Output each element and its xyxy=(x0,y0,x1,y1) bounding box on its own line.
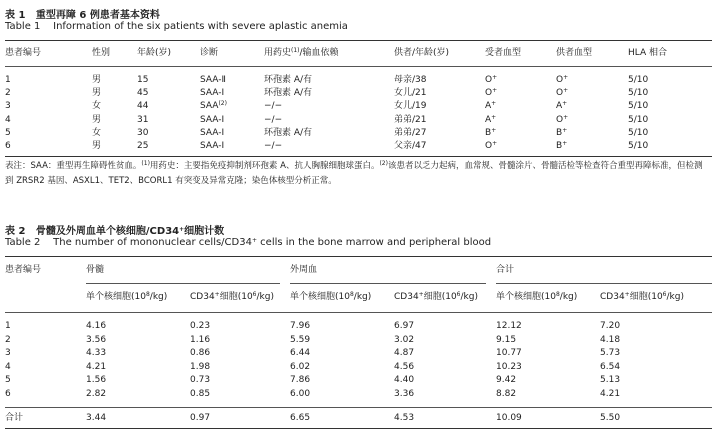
t2-header-peripheral: 外周血 xyxy=(290,265,318,275)
t1-cell-donor: 弟弟/21 xyxy=(394,114,427,125)
t1-cell-hla: 5/10 xyxy=(628,75,649,85)
t2-cell-t-mnc: 9.15 xyxy=(496,334,517,345)
table1-caption-cn-label: 表 1 xyxy=(5,10,26,21)
t2-total-pb-mnc: 6.65 xyxy=(290,413,311,423)
table2-caption-cn-pre: 骨髓及外周血单个核细胞/CD34 xyxy=(35,226,180,237)
t1-note-sup2: (2) xyxy=(379,160,388,167)
t2-cell-bm-mnc: 4.16 xyxy=(86,321,107,331)
t2-subheader-bm-mnc-post: /kg) xyxy=(149,292,168,302)
t1-cell-donor-blood-type: B xyxy=(556,141,563,151)
t1-header-recipient-blood: 受者血型 xyxy=(485,48,522,58)
t2-subheader-pb-cd34-mid: 细胞(10 xyxy=(423,292,457,302)
t2-subheader-bm-cd34-sup2: 6 xyxy=(252,291,257,298)
t2-cell-t-mnc: 9.42 xyxy=(496,375,517,386)
t1-cell-donor: 母亲/38 xyxy=(394,75,427,85)
t1-cell-recipient-blood-type: O xyxy=(485,88,493,99)
t2-cell-pb-cd34: 4.40 xyxy=(394,375,415,386)
t1-cell-diagnosis-text: SAA-Ⅰ xyxy=(200,88,225,99)
table2-caption-en-label: Table 2 xyxy=(5,237,41,248)
t1-cell-sex: 男 xyxy=(92,75,102,85)
t2-cell-pb-cd34: 3.02 xyxy=(394,334,415,345)
t1-cell-drug: 环孢素 A/有 xyxy=(264,75,313,85)
t2-cell-bm-cd34: 0.85 xyxy=(190,389,211,399)
t2-cell-bm-cd34: 1.98 xyxy=(190,361,211,372)
t1-cell-recipient-blood xyxy=(485,128,496,139)
t1-cell-diagnosis-text: SAA-Ⅰ xyxy=(200,141,225,151)
t1-cell-hla: 5/10 xyxy=(628,101,649,112)
t1-cell-donor-blood xyxy=(556,101,567,112)
t2-cell-t-cd34: 4.21 xyxy=(600,389,621,399)
t1-cell-age: 25 xyxy=(137,141,149,151)
t1-cell-donor-blood-type: O xyxy=(556,114,564,125)
t2-header-bone-marrow: 骨髓 xyxy=(86,265,105,275)
t1-header-drug-history xyxy=(264,48,339,59)
t2-subheader-total-cd34-mid: 细胞(10 xyxy=(629,292,663,302)
t1-cell-diagnosis-text: SAA-Ⅱ xyxy=(200,75,226,85)
t2-cell-bm-mnc: 3.56 xyxy=(86,334,107,345)
t1-note-part3: 该患者以乏力起病，血常规、骨髓涂片、骨髓活检等检查符合重型再障标准，但检测到 ZRSR2 基因、ASXL1、TET2、BCORL1 有突变及异常克隆；染色体核型分析正常。 xyxy=(5,161,703,186)
t1-cell-drug: 环孢素 A/有 xyxy=(264,88,313,99)
t2-subheader-bm-cd34-mid: 细胞(10 xyxy=(219,292,253,302)
t1-cell-drug: −/− xyxy=(264,101,283,112)
t2-subheader-pb-mnc-post: /kg) xyxy=(353,292,372,302)
t1-header-diagnosis: 诊断 xyxy=(200,48,219,58)
t1-cell-age: 44 xyxy=(137,101,149,112)
t2-cell-pb-mnc: 6.44 xyxy=(290,348,311,359)
t1-cell-donor-blood-rh: + xyxy=(563,87,569,95)
t2-cell-bm-cd34: 0.73 xyxy=(190,375,211,386)
t1-cell-hla: 5/10 xyxy=(628,88,649,99)
table1-caption-cn-title: 重型再障 6 例患者基本资料 xyxy=(35,10,160,21)
t2-total-t-cd34: 5.50 xyxy=(600,413,621,423)
table2-caption-cn-sup: + xyxy=(179,226,185,233)
t2-subheader-total-cd34-pre: CD34 xyxy=(600,292,625,302)
t1-cell-diagnosis xyxy=(200,128,224,139)
t2-cell-pb-mnc: 7.96 xyxy=(290,321,311,331)
t1-cell-recipient-blood xyxy=(485,75,497,86)
t1-header-sex: 性别 xyxy=(92,48,111,58)
t1-cell-sex: 男 xyxy=(92,141,102,151)
table2-caption-cn-label: 表 2 xyxy=(5,226,26,237)
t1-cell-age: 45 xyxy=(137,88,149,99)
t2-cell-no: 2 xyxy=(5,334,11,345)
t1-header-patient-no: 患者编号 xyxy=(5,48,42,58)
t2-cell-bm-cd34: 0.23 xyxy=(190,321,211,331)
table1-caption-en xyxy=(5,21,348,32)
t2-cell-t-mnc: 10.23 xyxy=(496,361,522,372)
t2-subheader-total-mnc-post: /kg) xyxy=(559,292,578,302)
t2-subheader-total-mnc-pre: 单个核细胞(10 xyxy=(496,292,556,302)
t2-cell-t-cd34: 6.54 xyxy=(600,361,621,372)
t1-cell-recipient-blood-rh: + xyxy=(491,113,497,121)
t2-subheader-pb-cd34-sup2: 6 xyxy=(456,291,461,298)
t2-cell-no: 1 xyxy=(5,321,11,331)
t2-subheader-bm-cd34-pre: CD34 xyxy=(190,292,215,302)
table1-caption-en-label: Table 1 xyxy=(5,21,41,32)
t2-subheader-bm-mnc-sup: 8 xyxy=(145,291,150,298)
t2-cell-bm-cd34: 1.16 xyxy=(190,334,211,345)
t2-cell-t-cd34: 7.20 xyxy=(600,321,621,331)
t2-total-pb-cd34: 4.53 xyxy=(394,413,415,423)
t1-cell-diagnosis xyxy=(200,141,224,152)
t2-cell-bm-mnc: 4.21 xyxy=(86,361,107,372)
table1-bottom-rule xyxy=(5,156,712,157)
t2-cell-pb-cd34: 4.56 xyxy=(394,361,415,372)
table2-caption-en xyxy=(5,237,491,248)
t1-cell-donor-blood-rh: + xyxy=(562,126,568,134)
t1-cell-drug: −/− xyxy=(264,141,283,151)
t2-total-t-mnc: 10.09 xyxy=(496,413,522,423)
t2-cell-bm-mnc: 1.56 xyxy=(86,375,107,386)
t2-subheader-pb-cd34-sup: + xyxy=(418,291,424,298)
table1-caption-cn xyxy=(5,6,160,21)
t2-subheader-total-cd34-sup2: 6 xyxy=(662,291,667,298)
t2-subheader-bm-cd34-post: /kg) xyxy=(256,292,274,302)
t2-header-patient-no: 患者编号 xyxy=(5,265,42,275)
t2-subheader-bm-mnc-pre: 单个核细胞(10 xyxy=(86,292,146,302)
t1-cell-drug: −/− xyxy=(264,114,283,125)
t1-cell-recipient-blood-type: B xyxy=(485,127,492,138)
t1-cell-diagnosis xyxy=(200,88,224,99)
t1-cell-recipient-blood-rh: + xyxy=(491,100,497,108)
t1-cell-no: 3 xyxy=(5,101,11,112)
t1-header-donor-blood: 供者血型 xyxy=(556,48,593,58)
t2-group-rule-bone-marrow xyxy=(86,283,280,284)
table2-caption-en-post: cells in the bone marrow and peripheral blood xyxy=(257,237,492,248)
t2-subheader-total-cd34 xyxy=(600,292,684,303)
t2-subheader-pb-mnc xyxy=(290,292,371,303)
t1-header-drug-sup: (1) xyxy=(291,47,300,54)
t1-cell-no: 6 xyxy=(5,141,11,151)
t1-cell-donor-blood-type: A xyxy=(556,101,563,112)
t1-cell-diagnosis-text: SAA-Ⅰ xyxy=(200,127,225,138)
t2-total-bm-cd34: 0.97 xyxy=(190,413,211,423)
table2-total-rule xyxy=(5,407,712,408)
t1-cell-donor-blood-type: O xyxy=(556,88,564,99)
t1-note-part2: 用药史：主要指免疫抑制剂环孢素 A、抗人胸腺细胞球蛋白。 xyxy=(149,161,380,171)
t1-cell-recipient-blood-type: O xyxy=(485,141,493,151)
t1-header-drug-pre: 用药史 xyxy=(264,48,292,58)
t2-group-rule-peripheral xyxy=(290,283,486,284)
t1-cell-donor: 女儿/19 xyxy=(394,101,427,112)
t1-cell-hla: 5/10 xyxy=(628,127,649,138)
t1-note-part1: 表注：SAA：重型再生障碍性贫血。 xyxy=(5,161,142,171)
t1-cell-donor: 女儿/21 xyxy=(394,88,427,99)
t1-cell-donor-blood xyxy=(556,115,568,126)
t1-cell-age: 31 xyxy=(137,114,149,125)
t1-cell-diagnosis xyxy=(200,115,224,126)
t1-cell-sex: 女 xyxy=(92,101,102,112)
table1-top-rule xyxy=(5,40,712,41)
t1-cell-sex: 男 xyxy=(92,114,102,125)
t2-subheader-total-cd34-post: /kg) xyxy=(666,292,684,302)
table2-caption-cn xyxy=(5,222,224,237)
table2-caption-en-sup: + xyxy=(251,237,257,244)
t1-cell-age: 15 xyxy=(137,75,149,85)
t1-note-sup1: (1) xyxy=(141,160,150,167)
t2-cell-t-cd34: 5.73 xyxy=(600,348,621,359)
t1-cell-diagnosis xyxy=(200,75,226,86)
t1-cell-recipient-blood-rh: + xyxy=(492,87,498,95)
t1-header-donor: 供者/年龄(岁) xyxy=(394,48,450,58)
t1-cell-donor-blood xyxy=(556,128,567,139)
t2-cell-pb-mnc: 5.59 xyxy=(290,334,311,345)
t1-cell-diagnosis xyxy=(200,101,227,112)
t2-cell-pb-mnc: 6.02 xyxy=(290,361,311,372)
t1-cell-recipient-blood-type: A xyxy=(485,114,492,125)
t1-cell-sex: 女 xyxy=(92,127,102,138)
t1-cell-donor-blood-rh: + xyxy=(562,100,568,108)
t2-subheader-total-cd34-sup: + xyxy=(624,291,630,298)
t1-cell-sex: 男 xyxy=(92,88,102,99)
t2-total-bm-mnc: 3.44 xyxy=(86,413,107,423)
t1-cell-diagnosis-sup: (2) xyxy=(218,100,227,108)
t1-cell-recipient-blood-type: O xyxy=(485,75,493,85)
t2-cell-t-cd34: 4.18 xyxy=(600,334,621,345)
t1-cell-recipient-blood xyxy=(485,115,496,126)
t1-cell-recipient-blood-rh: + xyxy=(492,74,498,81)
table2-top-rule xyxy=(5,256,712,257)
t2-subheader-pb-mnc-sup: 8 xyxy=(349,291,354,298)
t1-cell-donor-blood-type: B xyxy=(556,127,563,138)
t1-cell-diagnosis-text: SAA-Ⅰ xyxy=(200,114,225,125)
t2-cell-no: 6 xyxy=(5,389,11,399)
t2-cell-pb-mnc: 6.00 xyxy=(290,389,311,399)
t1-cell-no: 4 xyxy=(5,114,11,125)
t2-subheader-pb-cd34 xyxy=(394,292,478,303)
t2-cell-bm-cd34: 0.86 xyxy=(190,348,211,359)
t1-cell-no: 1 xyxy=(5,75,11,85)
t2-cell-pb-cd34: 4.87 xyxy=(394,348,415,359)
t1-cell-no: 2 xyxy=(5,88,11,99)
t2-subheader-total-mnc-sup: 8 xyxy=(555,291,560,298)
t1-cell-recipient-blood xyxy=(485,141,497,152)
t2-cell-t-mnc: 10.77 xyxy=(496,348,522,359)
t1-cell-recipient-blood-rh: + xyxy=(491,126,497,134)
table1-header-rule xyxy=(5,66,712,67)
t1-cell-donor-blood-rh: + xyxy=(562,140,568,147)
t2-header-total: 合计 xyxy=(496,265,515,275)
table1-caption-en-title: Information of the six patients with severe aplastic anemia xyxy=(53,21,348,32)
table2-bottom-rule xyxy=(5,428,712,429)
t2-cell-t-cd34: 5.13 xyxy=(600,375,621,386)
t2-cell-pb-mnc: 7.86 xyxy=(290,375,311,386)
t2-cell-bm-mnc: 2.82 xyxy=(86,389,107,399)
t2-subheader-pb-mnc-pre: 单个核细胞(10 xyxy=(290,292,350,302)
t2-cell-t-mnc: 8.82 xyxy=(496,389,517,399)
t2-subheader-pb-cd34-post: /kg) xyxy=(460,292,478,302)
t2-cell-pb-cd34: 3.36 xyxy=(394,389,415,399)
t2-subheader-bm-cd34-sup: + xyxy=(214,291,220,298)
t1-header-hla: HLA 相合 xyxy=(628,48,668,58)
t2-subheader-bm-mnc xyxy=(86,292,167,303)
t1-cell-no: 5 xyxy=(5,127,11,138)
t1-cell-hla: 5/10 xyxy=(628,114,649,125)
t2-subheader-pb-cd34-pre: CD34 xyxy=(394,292,419,302)
table2-header-rule xyxy=(5,312,712,313)
t1-cell-donor-blood xyxy=(556,75,568,86)
table1-note xyxy=(5,159,710,189)
t1-cell-donor-blood xyxy=(556,88,568,99)
t1-cell-donor-blood xyxy=(556,141,567,152)
t1-cell-hla: 5/10 xyxy=(628,141,649,151)
t1-cell-donor-blood-rh: + xyxy=(563,113,569,121)
t2-subheader-total-mnc xyxy=(496,292,577,303)
t2-subheader-bm-cd34 xyxy=(190,292,274,303)
t1-cell-drug: 环孢素 A/有 xyxy=(264,127,313,138)
t1-cell-donor: 弟弟/27 xyxy=(394,127,427,138)
t1-cell-donor: 父亲/47 xyxy=(394,141,427,151)
t1-cell-recipient-blood xyxy=(485,101,496,112)
t1-cell-recipient-blood xyxy=(485,88,497,99)
t1-cell-recipient-blood-rh: + xyxy=(492,140,498,147)
t1-cell-donor-blood-rh: + xyxy=(563,74,569,81)
t2-cell-no: 5 xyxy=(5,375,11,386)
t1-cell-recipient-blood-type: A xyxy=(485,101,492,112)
t2-cell-pb-cd34: 6.97 xyxy=(394,321,415,331)
table2-caption-cn-post: 细胞计数 xyxy=(184,226,225,237)
t2-total-label: 合计 xyxy=(5,413,24,423)
t2-cell-bm-mnc: 4.33 xyxy=(86,348,107,359)
t2-cell-t-mnc: 12.12 xyxy=(496,321,522,331)
t2-cell-no: 4 xyxy=(5,361,11,372)
t1-header-drug-post: /输血依赖 xyxy=(299,48,339,58)
t2-cell-no: 3 xyxy=(5,348,11,359)
t1-cell-diagnosis-text: SAA xyxy=(200,101,219,112)
t1-header-age: 年龄(岁) xyxy=(137,48,172,58)
t1-cell-age: 30 xyxy=(137,127,149,138)
t1-cell-donor-blood-type: O xyxy=(556,75,564,85)
table2-caption-en-pre: The number of mononuclear cells/CD34 xyxy=(53,237,252,248)
t2-group-rule-total xyxy=(496,283,712,284)
